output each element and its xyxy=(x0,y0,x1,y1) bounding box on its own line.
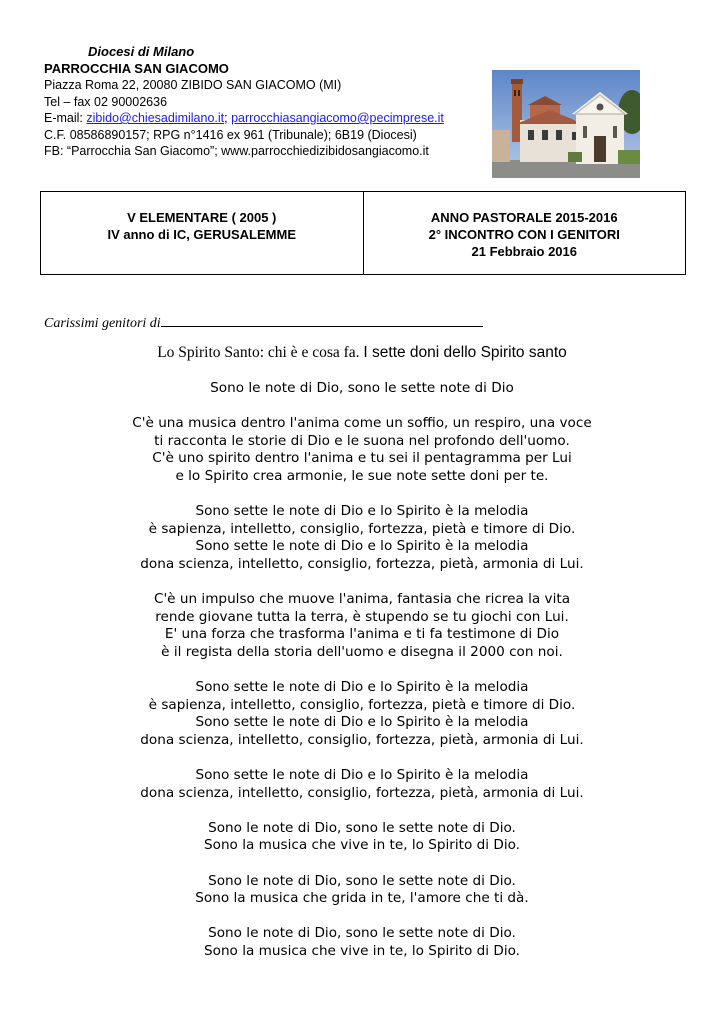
greeting-text: Carissimi genitori di xyxy=(44,316,161,331)
meeting-date: 21 Febbraio 2016 xyxy=(471,244,577,259)
song-stanza xyxy=(0,380,724,398)
parish-name: PARROCCHIA SAN GIACOMO xyxy=(44,60,229,76)
parish-address: Piazza Roma 22, 20080 ZIBIDO SAN GIACOMO (MI) xyxy=(44,78,342,92)
lyric-line: C'è uno spirito dentro l'anima e tu sei il pentagramma per Lui xyxy=(152,450,572,467)
song-stanza xyxy=(0,925,724,960)
song-stanza xyxy=(0,503,724,573)
pastoral-year: ANNO PASTORALE 2015-2016 xyxy=(430,210,618,225)
lyric-line: Sono sette le note di Dio e lo Spirito è la melodia xyxy=(195,679,529,696)
lyric-line: Sono la musica che grida in te, l'amore che ti dà. xyxy=(195,890,529,907)
lyric-line: C'è una musica dentro l'anima come un soffio, un respiro, una voce xyxy=(132,415,592,432)
song-stanza xyxy=(0,679,724,749)
email-link-primary[interactable]: zibido@chiesadimilano.it xyxy=(86,111,225,125)
lyric-line: è il regista della storia dell'uomo e disegna il 2000 con noi. xyxy=(161,643,563,660)
lyric-line: ti racconta le storie di Dio e le suona nel profondo dell'uomo. xyxy=(154,432,570,449)
lyric-line: dona scienza, intelletto, consiglio, fortezza, pietà, armonia di Lui. xyxy=(140,731,584,748)
lyric-line: Sono sette le note di Dio e lo Spirito è la melodia xyxy=(195,767,529,784)
song-lyrics xyxy=(0,380,724,978)
song-stanza xyxy=(0,415,724,485)
lyric-line: Sono le note di Dio, sono le sette note di Dio. xyxy=(208,925,516,942)
church-photo xyxy=(492,70,640,178)
parish-facebook: FB: “Parrocchia San Giacomo”; www.parrocchiedizibidosangiacomo.it xyxy=(44,144,429,158)
diocese-name: Diocesi di Milano xyxy=(88,44,195,59)
lyric-line: è sapienza, intelletto, consiglio, fortezza, pietà e timore di Dio. xyxy=(148,520,576,537)
parish-phone: Tel – fax 02 90002636 xyxy=(44,94,168,109)
lyric-line: E' una forza che trasforma l'anima e ti fa testimone di Dio xyxy=(164,626,560,643)
class-info-table xyxy=(40,191,686,275)
lyric-line: C'è un impulso che muove l'anima, fantasia che ricrea la vita xyxy=(153,591,571,608)
lyric-line: Sono sette le note di Dio e lo Spirito è la melodia xyxy=(195,538,529,555)
parish-fiscal-code: C.F. 08586890157; RPG n°1416 ex 961 (Tribunale); 6B19 (Diocesi) xyxy=(44,127,417,142)
lyric-line: Sono le note di Dio, sono le sette note di Dio xyxy=(210,380,514,396)
parish-email-line xyxy=(44,110,484,127)
lyric-line: dona scienza, intelletto, consiglio, fortezza, pietà, armonia di Lui. xyxy=(140,555,584,572)
class-group: IV anno di IC, GERUSALEMME xyxy=(107,227,296,242)
name-blank xyxy=(161,312,483,327)
greeting-line xyxy=(44,312,483,332)
title-part-1: Lo Spirito Santo: chi è e cosa fa. xyxy=(157,344,364,361)
email-label: E-mail: xyxy=(44,111,87,125)
song-stanza xyxy=(0,873,724,908)
parish-header xyxy=(44,44,484,160)
lyric-line: Sono la musica che vive in te, lo Spirito di Dio. xyxy=(204,943,520,959)
lyric-line: rende giovane tutta la terra, è stupendo se tu giochi con Lui. xyxy=(155,608,569,625)
lyric-line: è sapienza, intelletto, consiglio, fortezza, pietà e timore di Dio. xyxy=(148,696,576,713)
lyric-line: Sono sette le note di Dio e lo Spirito è la melodia xyxy=(195,503,529,520)
document-title xyxy=(0,344,724,362)
class-info-cell xyxy=(41,192,364,274)
email-link-pec[interactable]: parrocchiasangiacomo@pecimprese.it xyxy=(231,111,444,125)
lyric-line: dona scienza, intelletto, consiglio, fortezza, pietà, armonia di Lui. xyxy=(140,784,584,801)
meeting-info-cell xyxy=(364,192,686,274)
song-stanza xyxy=(0,767,724,802)
lyric-line: e lo Spirito crea armonie, le sue note sette doni per te. xyxy=(175,467,549,484)
meeting-title: 2° INCONTRO CON I GENITORI xyxy=(428,227,620,242)
lyric-line: Sono le note di Dio, sono le sette note di Dio. xyxy=(208,819,516,836)
song-stanza xyxy=(0,591,724,661)
email-separator: ; xyxy=(224,111,232,125)
song-stanza xyxy=(0,820,724,855)
class-level: V ELEMENTARE ( 2005 ) xyxy=(127,210,277,225)
lyric-line: Sono la musica che vive in te, lo Spirito di Dio. xyxy=(204,837,520,854)
title-part-2: I sette doni dello Spirito santo xyxy=(363,344,567,361)
lyric-line: Sono sette le note di Dio e lo Spirito è la melodia xyxy=(195,714,529,731)
lyric-line: Sono le note di Dio, sono le sette note di Dio. xyxy=(208,872,516,889)
